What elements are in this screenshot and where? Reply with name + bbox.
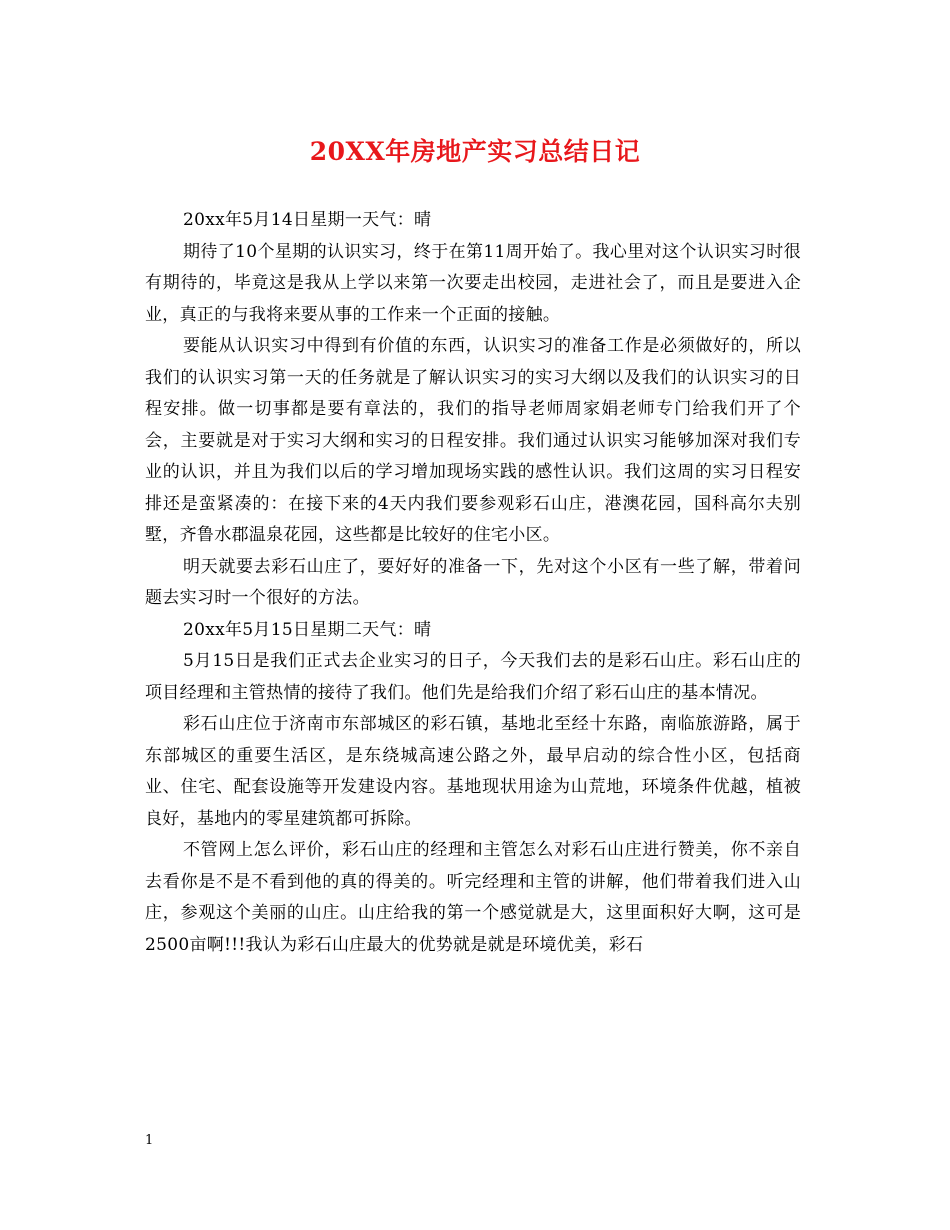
body-paragraph: 5月15日是我们正式去企业实习的日子，今天我们去的是彩石山庄。彩石山庄的项目经理和主管热情的接待了我们。他们先是给我们介绍了彩石山庄的基本情况。 xyxy=(145,651,801,703)
page-number: 1 xyxy=(145,1133,154,1148)
diary-date-line: 20xx年5月14日星期一天气：晴 xyxy=(183,210,432,230)
body-paragraph: 彩石山庄位于济南市东部城区的彩石镇，基地北至经十东路，南临旅游路，属于东部城区的重要生活区，是东绕城高速公路之外，最早启动的综合性小区，包括商业、住宅、配套设施等开发建设内容。基地现状用途为山荒地，环境条件优越，植被良好，基地内的零星建筑都可拆除。 xyxy=(145,714,801,829)
document-title: 20XX年房地产实习总结日记 xyxy=(309,137,641,166)
body-paragraph: 不管网上怎么评价，彩石山庄的经理和主管怎么对彩石山庄进行赞美，你不亲自去看你是不是不看到他的真的得美的。听完经理和主管的讲解，他们带着我们进入山庄，参观这个美丽的山庄。山庄给我的第一个感觉就是大，这里面积好大啊，这可是2500亩啊!!!我认为彩石山庄最大的优势就是就是环境优美，彩石 xyxy=(145,840,801,955)
body-paragraph: 明天就要去彩石山庄了，要好好的准备一下，先对这个小区有一些了解，带着问题去实习时一个很好的方法。 xyxy=(145,556,801,608)
diary-date-line: 20xx年5月15日星期二天气：晴 xyxy=(183,619,432,640)
document-body xyxy=(145,205,801,961)
body-paragraph: 要能从认识实习中得到有价值的东西，认识实习的准备工作是必须做好的，所以我们的认识实习第一天的任务就是了解认识实习的实习大纲以及我们的认识实习的日程安排。做一切事都是要有章法的，我们的指导老师周家娟老师专门给我们开了个会，主要就是对于实习大纲和实习的日程安排。我们通过认识实习能够加深对我们专业的认识，并且为我们以后的学习增加现场实践的感性认识。我们这周的实习日程安排还是蛮紧凑的：在接下来的4天内我们要参观彩石山庄，港澳花园，国科高尔夫别墅，齐鲁水郡温泉花园，这些都是比较好的住宅小区。 xyxy=(145,336,801,545)
body-paragraph: 期待了10个星期的认识实习，终于在第11周开始了。我心里对这个认识实习时很有期待的，毕竟这是我从上学以来第一次要走出校园，走进社会了，而且是要进入企业，真正的与我将来要从事的工作来一个正面的接触。 xyxy=(145,241,801,325)
